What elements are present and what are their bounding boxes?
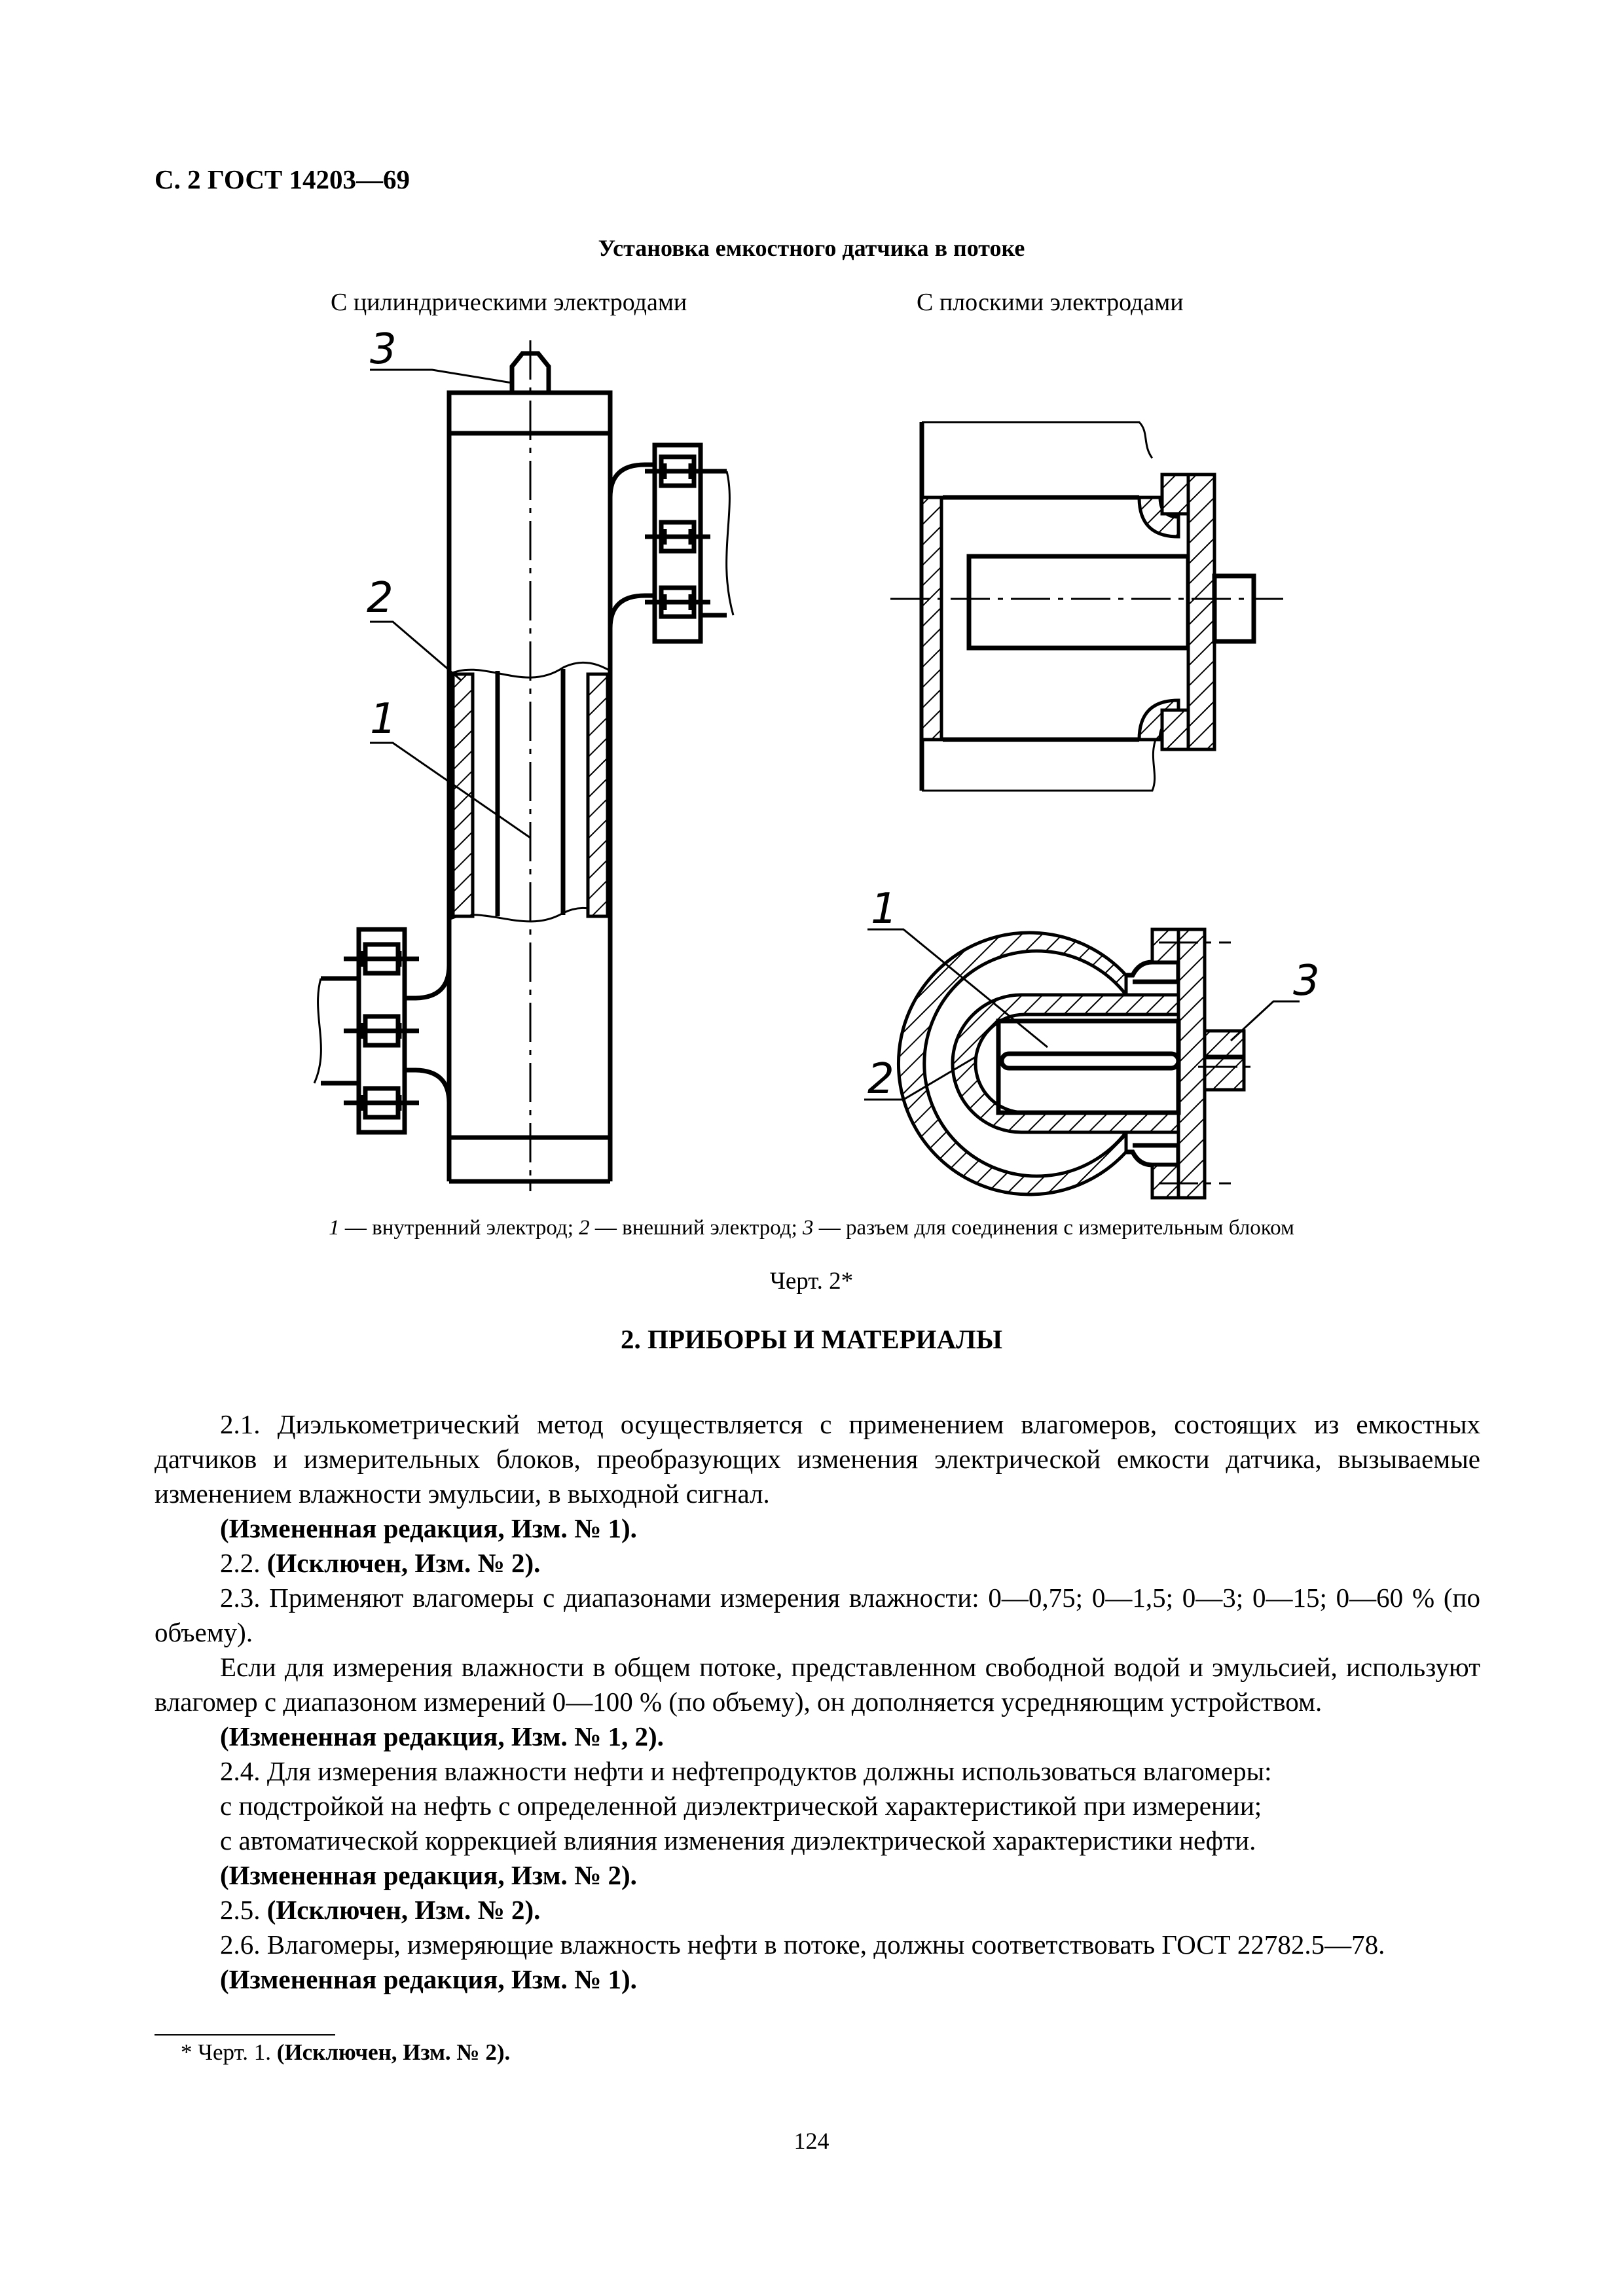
paragraph-2-3: 2.3. Применяют влагомеры с диапазонами измерения влажности: 0—0,75; 0—1,5; 0—3; 0—15; 0—60 % (по объему). (155, 1583, 1480, 1647)
section-title: 2. ПРИБОРЫ И МАТЕРИАЛЫ (621, 1324, 1002, 1354)
note-2-6: (Измененная редакция, Изм. № 1). (220, 1964, 637, 1994)
left-drawing-subtitle: С цилиндрическими электродами (331, 289, 687, 316)
paragraph-2-4a: с подстройкой на нефть с определенной диэлектрической характеристикой при измерении; (220, 1791, 1262, 1821)
paragraph-2-2-num: 2.2. (220, 1548, 261, 1578)
page-number: 124 (793, 2128, 830, 2154)
paragraph-2-5 (155, 1893, 1480, 1928)
note-2-4: (Измененная редакция, Изм. № 2). (220, 1860, 637, 1890)
footnote (181, 2039, 510, 2066)
footnote-prefix: * Черт. 1. (181, 2039, 277, 2065)
flat-electrode-insert (969, 556, 1188, 648)
figure-caption (0, 1216, 1623, 1240)
paragraph-2-3b: Если для измерения влажности в общем потоке, представленном свободной водой и эмульсией, используют влагомер с диапазоном измерений 0—100 % (по объему), он дополняется усредняющим устройством. (155, 1652, 1480, 1717)
caption-num-2: 2 (579, 1216, 590, 1240)
figure-number: Черт. 2* (769, 1268, 854, 1295)
cross-section-pipe (898, 933, 1126, 1194)
flat-sensor-drawing-side (890, 422, 1283, 791)
outer-electrode-right (588, 674, 608, 916)
note-2-1: (Измененная редакция, Изм. № 1). (220, 1513, 637, 1543)
paragraph-2-5-note: (Исключен, Изм. № 2). (266, 1895, 541, 1925)
paragraph-2-6: 2.6. Влагомеры, измеряющие влажность нефти в потоке, должны соответствовать ГОСТ 22782.5—78. (220, 1929, 1385, 1960)
label-2-left: 2 (367, 574, 393, 622)
inner-electrode-plate (1002, 1054, 1178, 1068)
label-2-right: 2 (867, 1055, 894, 1103)
flat-electrode-wall (922, 497, 941, 740)
page-header: С. 2 ГОСТ 14203—69 (155, 164, 410, 194)
label-3-left: 3 (370, 325, 397, 374)
body-text (155, 1407, 1480, 1997)
caption-text-2: — внешний электрод; (589, 1216, 803, 1240)
flat-connector (1214, 576, 1254, 641)
paragraph-2-4: 2.4. Для измерения влажности нефти и нефтепродуктов должны использоваться влагомеры: (220, 1756, 1272, 1786)
lower-bolts (344, 944, 419, 1117)
cylindrical-sensor-drawing (314, 325, 733, 1191)
label-3-right: 3 (1293, 957, 1320, 1005)
figure-title: Установка емкостного датчика в потоке (598, 235, 1025, 261)
flat-sensor-drawing-cross (864, 885, 1320, 1198)
caption-num-3: 3 (803, 1216, 814, 1240)
cross-connector (1205, 1031, 1244, 1090)
paragraph-2-5-num: 2.5. (220, 1895, 261, 1925)
paragraph-2-2 (155, 1546, 1480, 1581)
right-drawing-subtitle: С плоскими электродами (917, 289, 1184, 316)
footnote-divider (155, 2034, 335, 2036)
flat-flange (1188, 475, 1214, 749)
caption-num-1: 1 (329, 1216, 340, 1240)
paragraph-2-2-note: (Исключен, Изм. № 2). (266, 1548, 541, 1578)
note-2-3: (Измененная редакция, Изм. № 1, 2). (220, 1721, 664, 1751)
caption-text-3: — разъем для соединения с измерительным блоком (813, 1216, 1294, 1240)
paragraph-2-1: 2.1. Диэлькометрический метод осуществляется с применением влагомеров, состоящих из емкостных датчиков и измерительных блоков, преобразующих изменения электрической емкости датчика, вызываемые изменением влажности эмульсии, в выходной сигнал. (155, 1409, 1480, 1509)
cross-flange (1178, 929, 1205, 1198)
footnote-bold: (Исключен, Изм. № 2). (276, 2039, 511, 2065)
paragraph-2-4b: с автоматической коррекцией влияния изменения диэлектрической характеристики нефти. (220, 1825, 1256, 1856)
caption-text-1: — внутренний электрод; (339, 1216, 579, 1240)
label-1-left: 1 (370, 695, 397, 744)
label-1-right: 1 (871, 885, 898, 933)
